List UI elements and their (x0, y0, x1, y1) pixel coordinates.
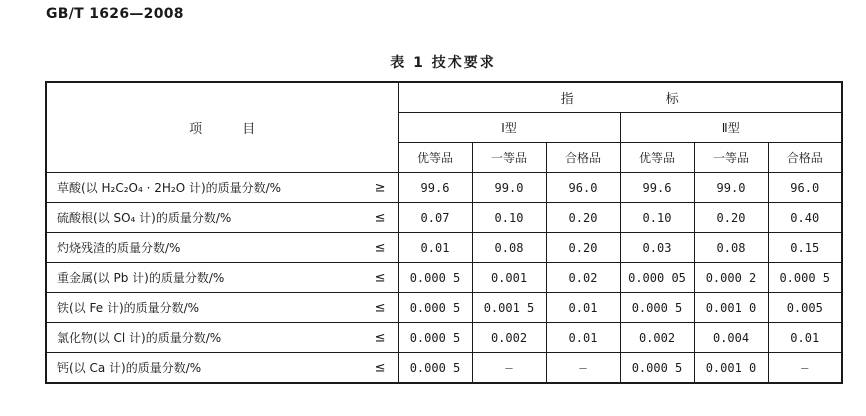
value-cell: — (472, 353, 546, 384)
grade-header: 一等品 (472, 143, 546, 173)
grade-header: 优等品 (398, 143, 472, 173)
value-cell: 0.001 5 (472, 293, 546, 323)
comparison-operator: ≤ (374, 300, 386, 315)
table-row (46, 293, 842, 323)
item-label: 钙(以 Ca 计)的质量分数/% (57, 361, 202, 375)
value-cell: 0.02 (546, 263, 620, 293)
value-cell: 99.6 (620, 173, 694, 203)
value-cell: 0.001 0 (694, 353, 768, 384)
header-row-indicator (46, 82, 842, 113)
value-cell: 96.0 (768, 173, 842, 203)
value-cell: 0.01 (768, 323, 842, 353)
value-cell: 0.000 5 (620, 293, 694, 323)
value-cell: 0.002 (620, 323, 694, 353)
value-cell: 0.01 (398, 233, 472, 263)
grade-header: 合格品 (546, 143, 620, 173)
value-cell: 0.000 5 (398, 353, 472, 384)
value-cell: 0.10 (472, 203, 546, 233)
table-row (46, 203, 842, 233)
item-label: 硫酸根(以 SO₄ 计)的质量分数/% (57, 211, 232, 225)
value-cell: 0.03 (620, 233, 694, 263)
value-cell: 0.01 (546, 293, 620, 323)
value-cell: 0.000 5 (398, 323, 472, 353)
value-cell: 0.01 (546, 323, 620, 353)
comparison-operator: ≤ (374, 360, 386, 375)
item-cell (46, 233, 398, 263)
value-cell: 0.20 (546, 233, 620, 263)
value-cell: 99.6 (398, 173, 472, 203)
value-cell: 0.000 5 (398, 293, 472, 323)
value-cell: 0.001 0 (694, 293, 768, 323)
value-cell: 96.0 (546, 173, 620, 203)
value-cell: 0.000 2 (694, 263, 768, 293)
comparison-operator: ≤ (374, 240, 386, 255)
table-row (46, 323, 842, 353)
table-row (46, 353, 842, 384)
item-header: 项 目 (46, 82, 398, 173)
table-row (46, 233, 842, 263)
value-cell: 0.08 (472, 233, 546, 263)
value-cell: 0.001 (472, 263, 546, 293)
value-cell: 0.000 5 (620, 353, 694, 384)
item-cell (46, 173, 398, 203)
item-cell (46, 323, 398, 353)
item-cell (46, 293, 398, 323)
value-cell: 0.000 5 (768, 263, 842, 293)
value-cell: 0.08 (694, 233, 768, 263)
item-cell (46, 353, 398, 384)
comparison-operator: ≥ (374, 180, 386, 195)
grade-header: 优等品 (620, 143, 694, 173)
table-row (46, 263, 842, 293)
value-cell: 99.0 (472, 173, 546, 203)
type-2-header: Ⅱ型 (620, 113, 842, 143)
value-cell: 0.10 (620, 203, 694, 233)
item-label: 草酸(以 H₂C₂O₄ · 2H₂O 计)的质量分数/% (57, 181, 282, 195)
value-cell: 0.000 5 (398, 263, 472, 293)
item-cell (46, 263, 398, 293)
value-cell: 99.0 (694, 173, 768, 203)
table-title: 表 1 技术要求 (390, 55, 496, 71)
item-label: 铁(以 Fe 计)的质量分数/% (57, 301, 200, 315)
value-cell: — (768, 353, 842, 384)
comparison-operator: ≤ (374, 330, 386, 345)
item-label: 重金属(以 Pb 计)的质量分数/% (57, 271, 225, 285)
comparison-operator: ≤ (374, 210, 386, 225)
item-label: 氯化物(以 Cl 计)的质量分数/% (57, 331, 222, 345)
value-cell: 0.004 (694, 323, 768, 353)
item-label: 灼烧残渣的质量分数/% (57, 241, 181, 255)
grade-header: 一等品 (694, 143, 768, 173)
value-cell: 0.20 (546, 203, 620, 233)
standard-code: GB/T 1626—2008 (46, 6, 184, 22)
table-row (46, 173, 842, 203)
value-cell: 0.000 05 (620, 263, 694, 293)
value-cell: — (546, 353, 620, 384)
indicator-header: 指 标 (398, 82, 842, 113)
value-cell: 0.005 (768, 293, 842, 323)
grade-header: 合格品 (768, 143, 842, 173)
item-cell (46, 203, 398, 233)
value-cell: 0.07 (398, 203, 472, 233)
comparison-operator: ≤ (374, 270, 386, 285)
type-1-header: Ⅰ型 (398, 113, 620, 143)
value-cell: 0.002 (472, 323, 546, 353)
value-cell: 0.40 (768, 203, 842, 233)
value-cell: 0.15 (768, 233, 842, 263)
technical-requirements-table (45, 81, 843, 384)
value-cell: 0.20 (694, 203, 768, 233)
